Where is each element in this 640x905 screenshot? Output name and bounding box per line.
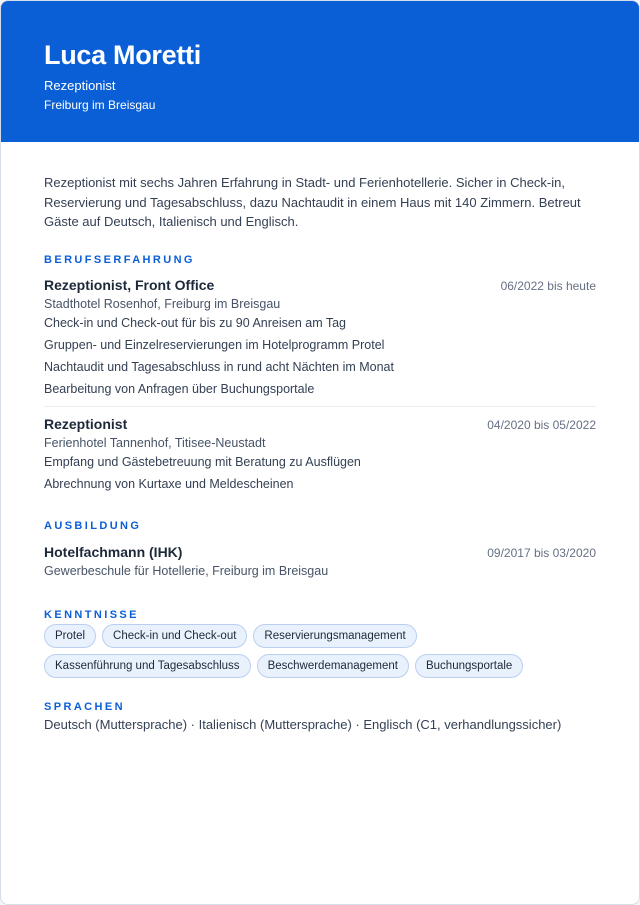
job-entry-1	[44, 277, 596, 407]
job-entry-2	[44, 416, 596, 492]
entry-divider	[44, 406, 596, 407]
job-duty: Bearbeitung von Anfragen über Buchungsportale	[44, 381, 315, 396]
job-employer: Ferienhotel Tannenhof, Titisee-Neustadt	[44, 435, 266, 450]
job-duty: Check-in und Check-out für bis zu 90 Anreisen am Tag	[44, 315, 347, 330]
job-duty: Abrechnung von Kurtaxe und Meldescheinen	[44, 476, 294, 491]
experience-section-title: BERUFSERFAHRUNG	[44, 253, 195, 266]
skill-chip: Check-in und Check-out	[102, 624, 247, 648]
job-duty: Gruppen- und Einzelreservierungen im Hotelprogramm Protel	[44, 337, 385, 352]
job-duties	[44, 315, 596, 397]
education-entry	[44, 544, 596, 579]
degree-title: Hotelfachmann (IHK)	[44, 543, 183, 560]
job-date: 04/2020 bis 05/2022	[487, 417, 596, 432]
education-section-title: AUSBILDUNG	[44, 519, 142, 532]
school-name: Gewerbeschule für Hotellerie, Freiburg im Breisgau	[44, 563, 329, 578]
skills-list	[44, 624, 596, 678]
job-title: Rezeptionist, Front Office	[44, 276, 215, 293]
skills-section-title: KENNTNISSE	[44, 608, 139, 621]
resume-content	[1, 142, 639, 732]
job-employer: Stadthotel Rosenhof, Freiburg im Breisgau	[44, 296, 281, 311]
skill-chip: Protel	[44, 624, 96, 648]
languages-list: Deutsch (Muttersprache) · Italienisch (Muttersprache) · Englisch (C1, verhandlungssicher)	[44, 716, 562, 732]
candidate-name: Luca Moretti	[44, 40, 201, 70]
job-duty: Nachtaudit und Tagesabschluss in rund acht Nächten im Monat	[44, 359, 394, 374]
job-date: 06/2022 bis heute	[500, 278, 596, 293]
languages-section-title: SPRACHEN	[44, 700, 125, 713]
candidate-location: Freiburg im Breisgau	[44, 98, 156, 112]
job-duty: Empfang und Gästebetreuung mit Beratung zu Ausflügen	[44, 454, 361, 469]
job-title: Rezeptionist	[44, 415, 128, 432]
job-duties	[44, 454, 596, 492]
skill-chip: Kassenführung und Tagesabschluss	[44, 654, 251, 678]
skill-chip: Buchungsportale	[415, 654, 523, 678]
resume-header	[1, 1, 639, 142]
profile-summary: Rezeptionist mit sechs Jahren Erfahrung in Stadt- und Ferienhotellerie. Sicher in Check-in, Reservierung und Tagesabschluss, dazu Nachtaudit in einem Haus mit 140 Zimmern. Betreut Gäste auf Deutsch, Italienisch und Englisch.	[44, 175, 581, 229]
skill-chip: Beschwerdemanagement	[257, 654, 409, 678]
education-date: 09/2017 bis 03/2020	[487, 545, 596, 560]
skill-chip: Reservierungsmanagement	[253, 624, 416, 648]
candidate-role: Rezeptionist	[44, 78, 116, 93]
